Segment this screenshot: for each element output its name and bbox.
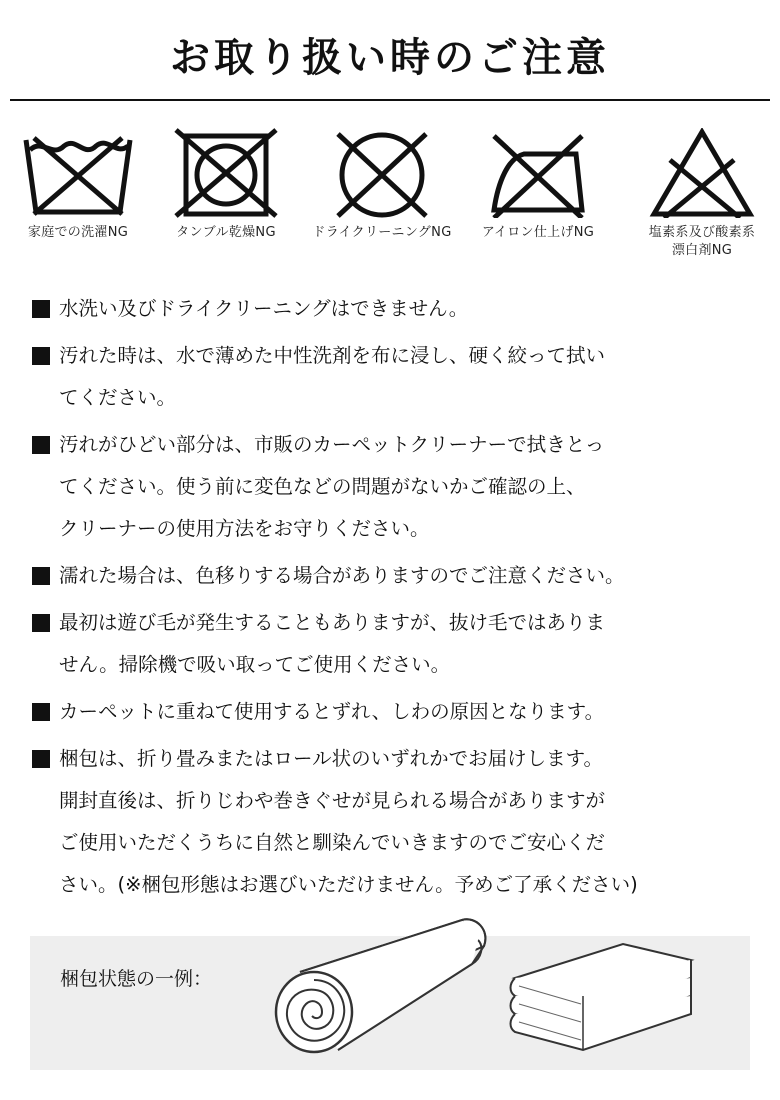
page-title: お取り扱い時のご注意 bbox=[170, 35, 610, 81]
care-icon-bleach bbox=[624, 128, 780, 260]
note-item bbox=[32, 424, 762, 550]
no-home-wash-icon bbox=[20, 128, 136, 218]
care-icon-tumble-dry bbox=[148, 128, 304, 242]
note-text: 濡れた場合は、色移りする場合がありますのでご注意ください。 bbox=[59, 564, 625, 587]
care-icon-label: 塩素系及び酸素系 漂白剤NG bbox=[648, 225, 756, 258]
square-bullet-icon bbox=[32, 567, 50, 585]
packaging-label: 梱包状態の一例： bbox=[60, 968, 213, 990]
square-bullet-icon bbox=[32, 300, 50, 318]
care-notes-list bbox=[32, 288, 762, 911]
square-bullet-icon bbox=[32, 614, 50, 632]
care-icon-dry-clean bbox=[304, 128, 460, 242]
note-text: 梱包は、折り畳みまたはロール状のいずれかでお届けします。 開封直後は、折りじわや巻きぐせが見られる場合がありますが ご使用いただくうちに自然と馴染んでいきますのでご安心くだ さい。(※梱包形態はお選びいただけません。予めご了承ください) bbox=[59, 747, 638, 896]
care-icon-label: タンブル乾燥NG bbox=[176, 225, 276, 240]
folded-rug-illustration bbox=[505, 936, 725, 1066]
rolled-rug-illustration bbox=[250, 916, 500, 1066]
note-text: カーペットに重ねて使用するとずれ、しわの原因となります。 bbox=[59, 700, 605, 723]
note-item bbox=[32, 738, 762, 906]
square-bullet-icon bbox=[32, 436, 50, 454]
note-item bbox=[32, 555, 762, 597]
note-item bbox=[32, 602, 762, 686]
care-icon-home-wash bbox=[0, 128, 156, 242]
no-bleach-icon bbox=[644, 128, 760, 218]
note-text: 最初は遊び毛が発生することもありますが、抜け毛ではありま せん。掃除機で吸い取ってご使用ください。 bbox=[59, 611, 606, 676]
note-text: 汚れた時は、水で薄めた中性洗剤を布に浸し、硬く絞って拭い てください。 bbox=[59, 344, 606, 409]
no-tumble-dry-icon bbox=[168, 128, 284, 218]
square-bullet-icon bbox=[32, 347, 50, 365]
no-dry-clean-icon bbox=[324, 128, 440, 218]
care-icon-label: ドライクリーニングNG bbox=[312, 225, 452, 240]
no-iron-icon bbox=[480, 128, 596, 218]
care-icon-label: 家庭での洗濯NG bbox=[27, 225, 129, 240]
note-item bbox=[32, 335, 762, 419]
note-item bbox=[32, 691, 762, 733]
square-bullet-icon bbox=[32, 750, 50, 768]
care-icons-row bbox=[0, 128, 780, 278]
square-bullet-icon bbox=[32, 703, 50, 721]
note-item bbox=[32, 288, 762, 330]
note-text: 汚れがひどい部分は、市販のカーペットクリーナーで拭きとっ てください。使う前に変色などの問題がないかご確認の上、 クリーナーの使用方法をお守りください。 bbox=[59, 433, 605, 540]
packaging-example-panel bbox=[30, 936, 750, 1070]
care-icon-label: アイロン仕上げNG bbox=[481, 225, 595, 240]
title-divider bbox=[10, 99, 770, 101]
care-icon-iron bbox=[460, 128, 616, 242]
note-text: 水洗い及びドライクリーニングはできません。 bbox=[59, 297, 469, 320]
